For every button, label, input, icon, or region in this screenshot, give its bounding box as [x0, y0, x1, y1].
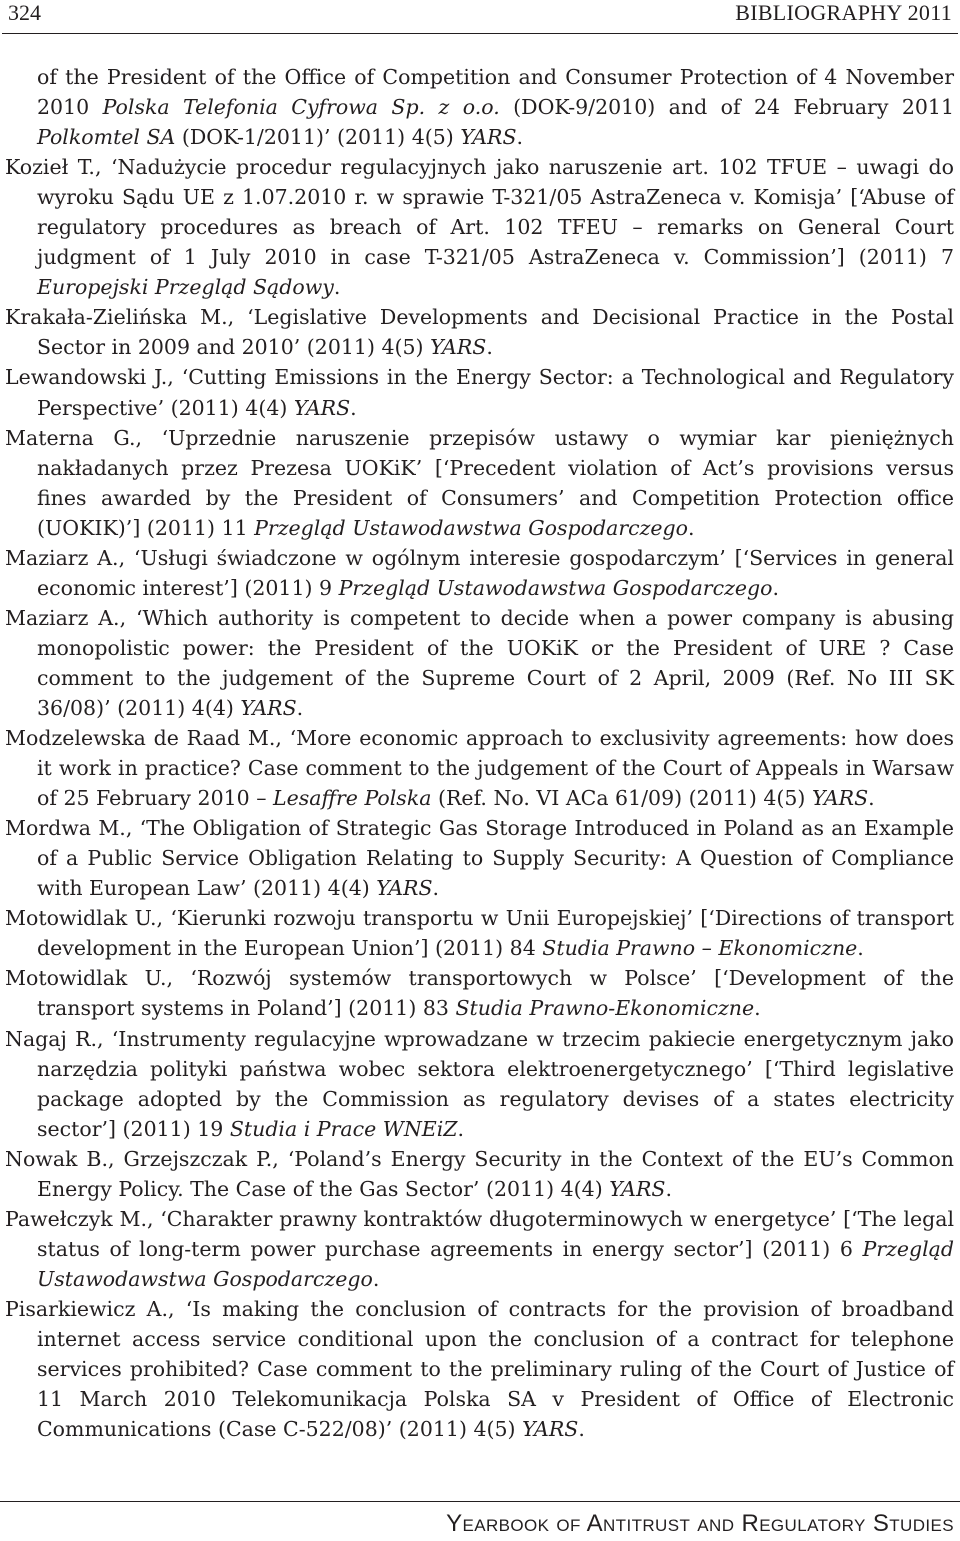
entry-text: . [432, 876, 440, 901]
page-header [8, 0, 952, 28]
entry-text: , ‘Nadużycie procedur regulacyjnych jako naruszenie art. 102 TFUE – uwagi do wyroku Sądu UE z 1.07.2010 r. w sprawie T-321/05 AstraZeneca v. Komisja’ [‘Abuse of regulatory procedures as breach of Art. 102 TFEU – remarks on General Court judgment of 1 July 2010 in case T-321/05 AstraZeneca v. Commission’] (2011) 7 [37, 155, 955, 270]
bibliography-entry [5, 302, 954, 362]
entry-text: (Ref. No. VI ACa 61/09) (2011) 4(5) [431, 786, 812, 811]
entry-text: . [754, 996, 761, 1021]
entry-text: . [857, 936, 864, 961]
entry-source-title: YARS [522, 1417, 579, 1442]
entry-author: Mordwa M. [5, 816, 126, 841]
entry-text: . [868, 786, 875, 811]
entry-author: Lewandowski J. [5, 365, 168, 390]
entry-source-title: YARS [240, 695, 297, 720]
footer-rule [0, 1501, 960, 1502]
entry-source-title: Europejski Przegląd Sądowy [37, 275, 334, 300]
running-title: BIBLIOGRAPHY 2011 [735, 0, 952, 25]
entry-text: . [486, 335, 493, 360]
entry-text: , ‘Charakter prawny kontraktów długoterminowych w energetyce’ [‘The legal status of long-term power purchase agreements in energy sector’] (2011) 6 [37, 1206, 954, 1261]
entry-source-title: YARS [430, 335, 487, 360]
bibliography-entry [5, 1204, 954, 1294]
entry-text: , ‘Uprzednie naruszenie przepisów ustawy o wymiar kar pieniężnych nakładanych przez Prezesa UOKiK’ [‘Precedent violation of Act’s provisions versus fines awarded by the President of Consumers’ and Competition Protection office (UOKIK)’] (2011) 11 [37, 425, 954, 540]
entry-author: Materna G. [5, 425, 136, 450]
entry-text: , ‘Instrumenty regulacyjne wprowadzane w trzecim pakiecie energetycznym jako narzędzia polityki państwa wobec sektora elektroenergetycznego’ [‘Third legislative package adopted by the Commission as regulatory devises of a states electricity sector’] (2011) 19 [37, 1026, 954, 1141]
entry-author: Motowidlak U. [5, 906, 157, 931]
entry-source-title: Lesaffre Polska [272, 786, 432, 811]
entry-author: Nagaj R. [5, 1026, 98, 1051]
entry-source-title: Studia i Prace WNEiZ [229, 1116, 458, 1141]
entry-author: Motowidlak U. [5, 966, 167, 991]
entry-author: Pisarkiewicz A. [5, 1296, 168, 1321]
entry-text: , ‘Legislative Developments and Decisional Practice in the Postal Sector in 2009 and 2010’ (2011) 4(5) [37, 305, 954, 360]
bibliography-entry [5, 1144, 954, 1204]
entry-text: , ‘Kierunki rozwoju transportu w Unii Europejskiej’ [‘Directions of transport development in the European Union’] (2011) 84 [37, 906, 954, 961]
bibliography-entry [5, 813, 954, 903]
entry-text: . [516, 125, 524, 150]
entry-text: . [772, 575, 779, 600]
entry-text: . [350, 395, 357, 420]
journal-footer: Yearbook of Antitrust and Regulatory Studies [446, 1510, 954, 1537]
page-number: 324 [8, 0, 41, 25]
entry-source-title: Polkomtel SA [37, 125, 176, 150]
entry-source-title: YARS [460, 125, 517, 150]
entry-source-title: YARS [293, 395, 351, 420]
entry-author: Kozieł T. [5, 155, 95, 180]
bibliography-entry [5, 423, 954, 543]
entry-author: Pawełczyk M. [5, 1206, 147, 1231]
entry-text: , ‘Cutting Emissions in the Energy Sector: a Technological and Regulatory Perspective’ (2011) 4(4) [37, 365, 954, 420]
entry-text: (DOK-9/2010) and of 24 February 2011 [499, 95, 955, 120]
entry-source-title: Studia Prawno-Ekonomiczne [455, 996, 755, 1021]
entry-text: . [457, 1116, 465, 1141]
bibliography-entry [5, 152, 954, 302]
entry-text: . [578, 1417, 585, 1442]
entry-text: of the President of the Office of Competition and Consumer Protection of 4 November 2010 [37, 65, 954, 120]
entry-author: Modzelewska de Raad M. [5, 726, 276, 751]
bibliography-entry [5, 723, 954, 813]
entry-text: , ‘Rozwój systemów transportowych w Polsce’ [‘Development of the transport systems in Poland’] (2011) 83 [37, 966, 954, 1021]
entry-text: , ‘More economic approach to exclusivity agreements: how does it work in practice? Case comment to the judgement of the Court of Appeals in Warsaw of 25 February 2010 – [37, 726, 954, 811]
bibliography-entry [5, 362, 954, 422]
bibliography-entry [5, 903, 954, 963]
bibliography-list [5, 62, 954, 1444]
bibliography-entry [5, 963, 954, 1023]
entry-source-title: Polska Telefonia Cyfrowa Sp. z o.o. [102, 95, 500, 120]
bibliography-entry-continued [5, 62, 954, 152]
entry-source-title: Przegląd Ustawodawstwa Gospodarczego [338, 575, 773, 600]
header-rule [2, 33, 958, 34]
entry-source-title: YARS [376, 876, 433, 901]
entry-text: , ‘Is making the conclusion of contracts for the provision of broadband internet access service conditional upon the conclusion of a contract for telephone services prohibited? Case comment to the preliminary ruling of the Court of Justice of 11 March 2010 Telekomunikacja Polska SA v President of Office of Electronic Communications (Case C-522/08)’ (2011) 4(5) [37, 1296, 954, 1442]
bibliography-entry [5, 543, 954, 603]
entry-text: . [665, 1176, 672, 1201]
entry-text: . [333, 275, 341, 300]
entry-text: (DOK-1/2011)’ (2011) 4(5) [175, 125, 461, 150]
entry-text: , ‘Usługi świadczone w ogólnym interesie gospodarczym’ [‘Services in general economic interest’] (2011) 9 [37, 545, 954, 600]
entry-source-title: YARS [811, 786, 869, 811]
entry-author: Nowak B., Grzejszczak P. [5, 1146, 273, 1171]
entry-source-title: Przegląd Ustawodawstwa Gospodarczego [254, 515, 688, 540]
entry-text: , ‘Poland’s Energy Security in the Context of the EU’s Common Energy Policy. The Case of the Gas Sector’ (2011) 4(4) [37, 1146, 955, 1201]
bibliography-entry [5, 1024, 954, 1144]
bibliography-entry [5, 1294, 954, 1444]
entry-author: Maziarz A. [5, 605, 120, 630]
entry-text: . [688, 515, 695, 540]
bibliography-entry [5, 603, 954, 723]
entry-source-title: Studia Prawno – Ekonomiczne [542, 936, 858, 961]
entry-source-title: Przegląd Ustawodawstwa Gospodarczego [37, 1236, 954, 1291]
entry-text: . [372, 1266, 380, 1291]
entry-text: , ‘The Obligation of Strategic Gas Storage Introduced in Poland as an Example of a Public Service Obligation Relating to Supply Security: A Question of Compliance with European Law’ (2011) 4(4) [37, 816, 954, 901]
entry-text: , ‘Which authority is competent to decide when a power company is abusing monopolistic power: the President of the UOKiK or the President of URE ? Case comment to the judgement of the Supreme Court of 2 April, 2009 (Ref. No III SK 36/08)’ (2011) 4(4) [37, 605, 954, 720]
entry-source-title: YARS [609, 1176, 666, 1201]
entry-author: Krakała-Zielińska M. [5, 305, 228, 330]
entry-text: . [296, 695, 304, 720]
entry-author: Maziarz A. [5, 545, 119, 570]
